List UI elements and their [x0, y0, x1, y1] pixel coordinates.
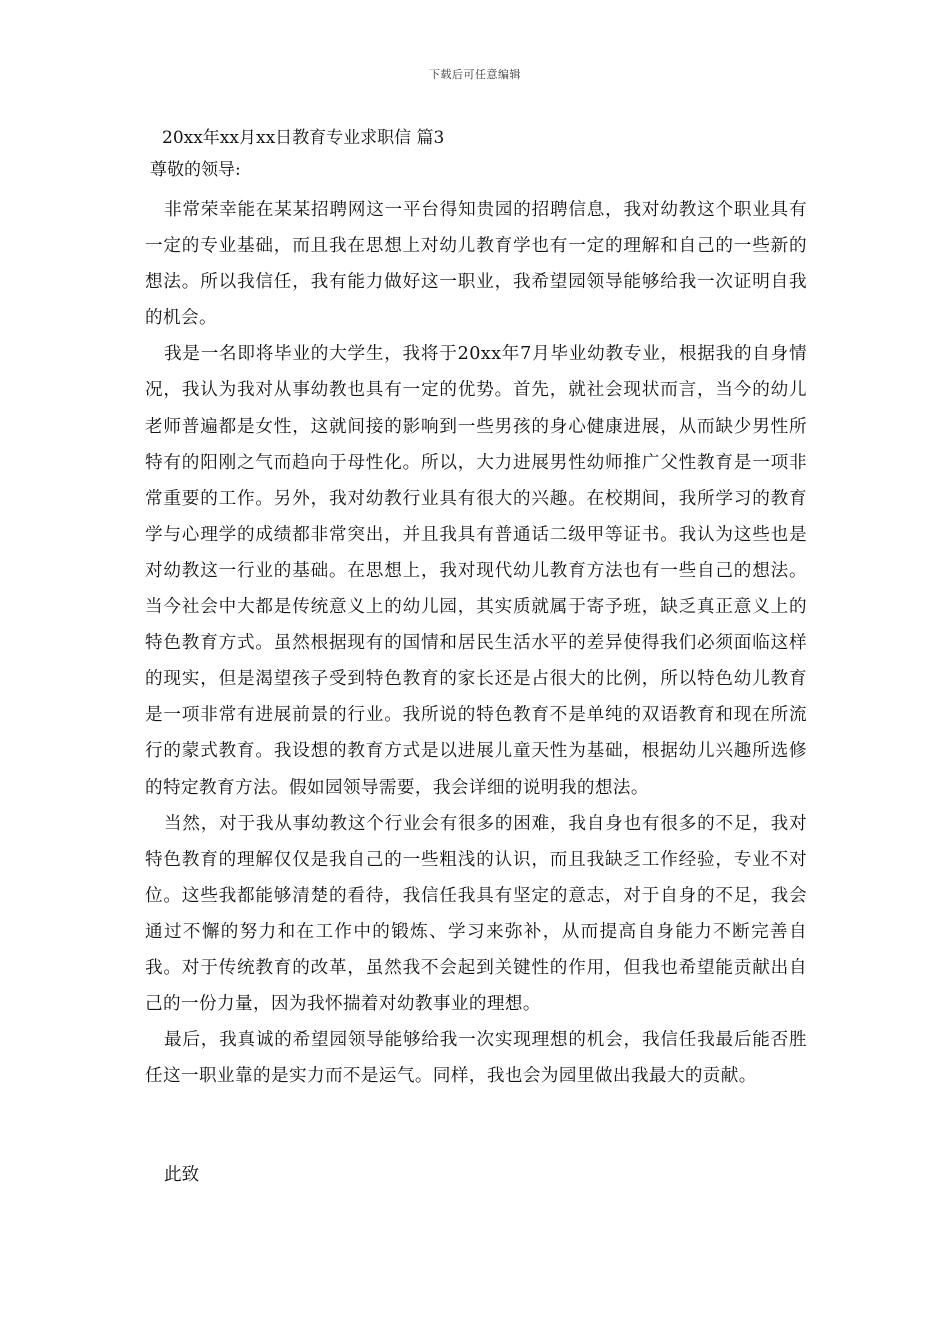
paragraph-conclusion: 最后，我真诚的希望园领导能够给我一次实现理想的机会，我信任我最后能否胜任这一职业靠的是实力而不是运气。同样，我也会为园里做出我最大的贡献。 — [145, 1030, 807, 1087]
paragraph-shortcomings: 当然，对于我从事幼教这个行业会有很多的困难，我自身也有很多的不足，我对特色教育的理解仅仅是我自己的一些粗浅的认识，而且我缺乏工作经验，专业不对位。这些我都能够清楚的看待，我信任我具有坚定的意志，对于自身的不足，我会通过不懈的努力和在工作中的锻炼、学习来弥补，从而提高自身能力不断完善自我。对于传统教育的改革，虽然我不会起到关键性的作用，但我也希望能贡献出自己的一份力量，因为我怀揣着对幼教事业的理想。 — [145, 813, 807, 1015]
letter-body — [145, 192, 807, 1094]
salutation: 尊敬的领导: — [150, 160, 241, 180]
paragraph-opening: 非常荣幸能在某某招聘网这一平台得知贵园的招聘信息，我对幼教这个职业具有一定的专业基础，而且我在思想上对幼儿教育学也有一定的理解和自己的一些新的想法。所以我信任，我有能力做好这一职业，我希望园领导能够给我一次证明自我的机会。 — [145, 200, 807, 329]
page-header-note: 下载后可任意编辑 — [429, 68, 521, 81]
closing-phrase: 此致 — [164, 1165, 200, 1185]
paragraph-qualifications: 我是一名即将毕业的大学生，我将于20xx年7月毕业幼教专业，根据我的自身情况，我认为我对从事幼教也具有一定的优势。首先，就社会现状而言，当今的幼儿老师普遍都是女性，这就间接的影响到一些男孩的身心健康进展，从而缺少男性所特有的阳刚之气而趋向于母性化。所以，大力进展男性幼师推广父性教育是一项非常重要的工作。另外，我对幼教行业具有很大的兴趣。在校期间，我所学习的教育学与心理学的成绩都非常突出，并且我具有普通话二级甲等证书。我认为这些也是对幼教这一行业的基础。在思想上，我对现代幼儿教育方法也有一些自己的想法。当今社会中大都是传统意义上的幼儿园，其实质就属于寄予班，缺乏真正意义上的特色教育方式。虽然根据现有的国情和居民生活水平的差异使得我们必须面临这样的现实，但是渴望孩子受到特色教育的家长还是占很大的比例，所以特色幼儿教育是一项非常有进展前景的行业。我所说的特色教育不是单纯的双语教育和现在所流行的蒙式教育。我设想的教育方式是以进展儿童天性为基础，根据幼儿兴趣所选修的特定教育方法。假如园领导需要，我会详细的说明我的想法。 — [145, 344, 807, 798]
document-title: 20xx年xx月xx日教育专业求职信 篇3 — [162, 128, 445, 148]
